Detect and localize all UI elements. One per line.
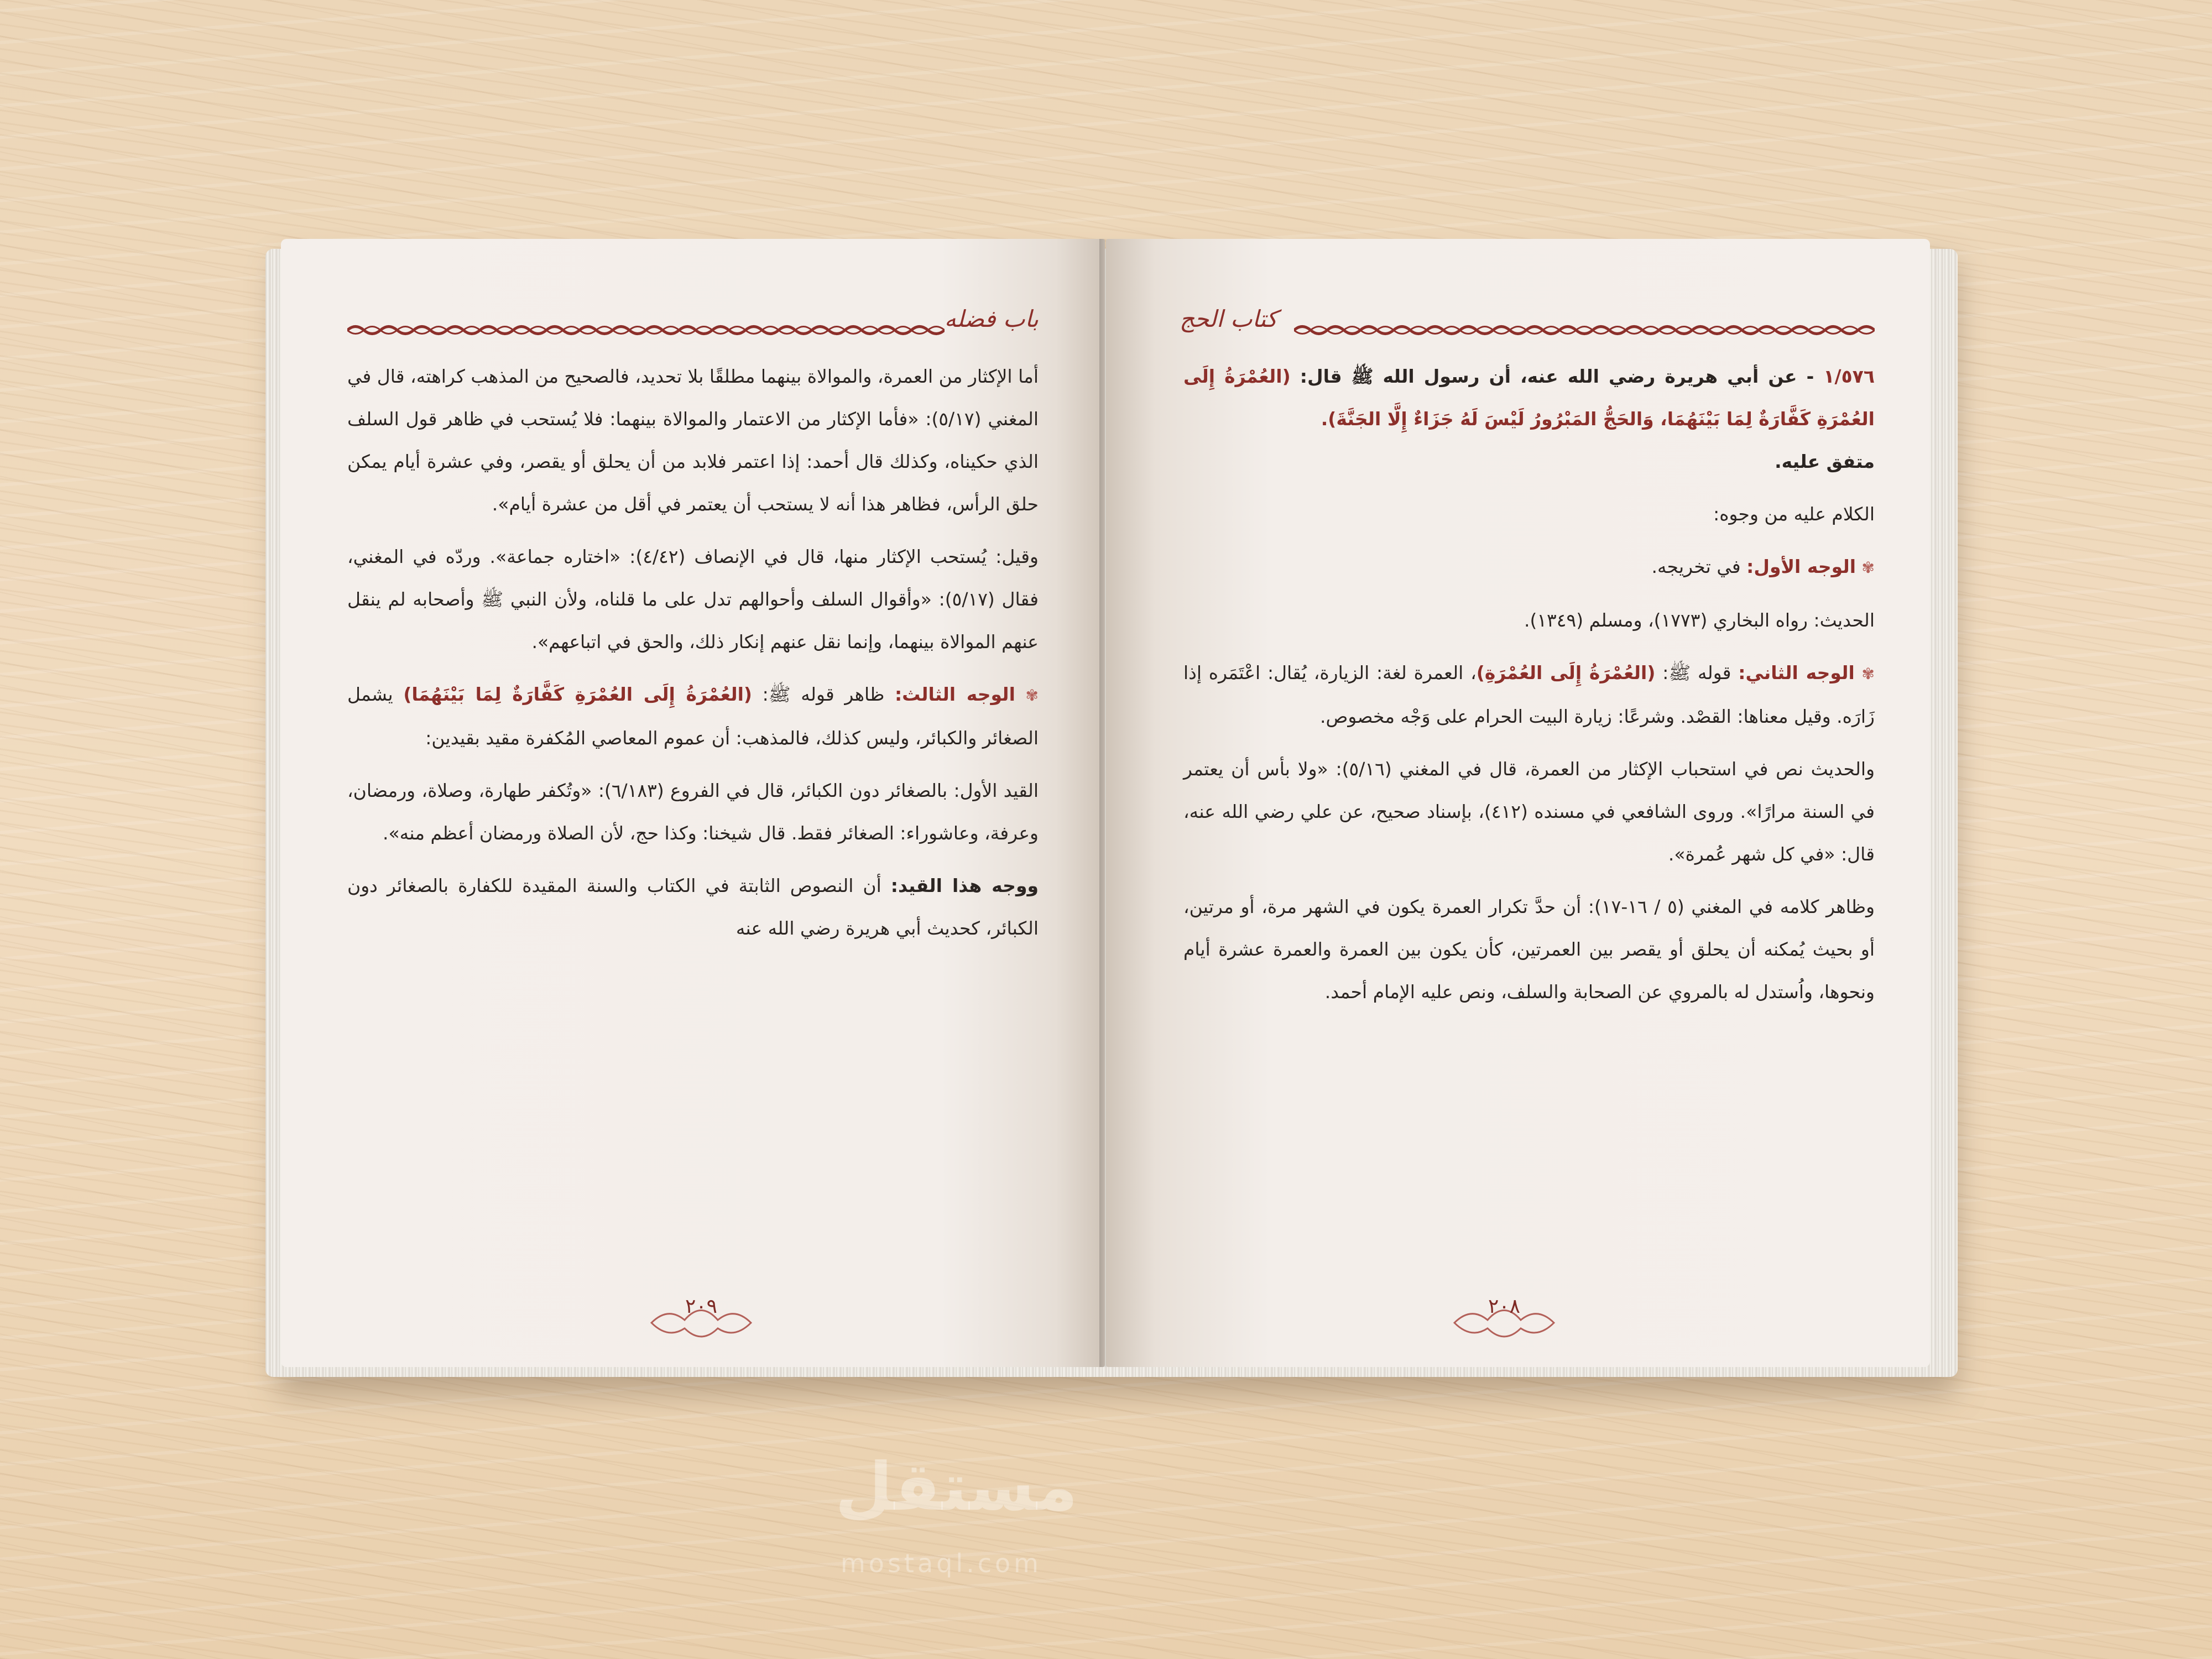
takhrij-line: الحديث: رواه البخاري (١٧٧٣)، ومسلم (١٣٤٩).	[1524, 609, 1875, 631]
left-paragraph-4: القيد الأول: بالصغائر دون الكبائر، قال في الفروع (٦/١٨٣): «وتُكفر طهارة، وصلاة، ورمضان، وعرفة، وعاشوراء: الصغائر فقط. قال شيخنا: وكذا حج، لأن الصلاة ورمضان أعظم منه».	[347, 780, 1039, 844]
wajh-text: أن النصوص الثابتة في الكتاب والسنة المقيدة للكفارة بالصغائر دون الكبائر، كحديث أبي هريرة رضي الله عنه	[347, 875, 1039, 939]
second-aspect-pre: قوله ﷺ:	[1655, 662, 1739, 684]
hadith-commentary-paragraph: والحديث نص في استحباب الإكثار من العمرة، قال في المغني (٥/١٦): «ولا بأس أن يعتمر في السنة مرارًا». وروى الشافعي في مسنده (٤١٢)، بإسناد صحيح، عن علي رضي الله عنه، قال: «في كل شهر عُمرة».	[1183, 758, 1875, 865]
flower-bullet-icon: ✾	[1861, 665, 1875, 683]
hadith-paragraph	[1183, 355, 1875, 483]
agreed-upon: متفق عليه.	[1775, 451, 1875, 472]
flower-bullet-icon: ✾	[1861, 559, 1875, 577]
watermark-url: mostaql.com	[841, 1548, 1042, 1578]
third-aspect-pre: ظاهر قوله ﷺ:	[752, 684, 895, 705]
hadith-intro: - عن أبي هريرة رضي الله عنه، أن رسول الله ﷺ قال:	[1290, 366, 1824, 387]
left-paragraph-1: أما الإكثار من العمرة، والموالاة بينهما مطلقًا بلا تحديد، فالصحيح من المذهب كراهته، قال في المغني (٥/١٧): «فأما الإكثار من الاعتمار والموالاة بينهما: فلا يُستحب في ظاهر قول السلف الذي حكيناه، وكذلك قال أحمد: إذا اعتمر فلابد من أن يحلق أو يقصر، وفي عشرة أيام يمكن حلق الرأس، فظاهر هذا أنه لا يستحب أن يعتمر في أقل من عشرة أيام».	[347, 366, 1039, 515]
third-aspect-post: يشمل الصغائر والكبائر، وليس كذلك، فالمذهب: أن عموم المعاصي المُكفرة مقيد بقيدين:	[347, 684, 1039, 749]
open-book	[265, 239, 1958, 1389]
flower-bullet-icon: ✾	[1025, 686, 1039, 705]
header-ornament-left	[347, 322, 945, 338]
second-aspect-label: الوجه الثاني:	[1738, 662, 1855, 684]
right-header: كتاب الحج	[1179, 305, 1277, 332]
first-aspect-label: الوجه الأول:	[1746, 556, 1856, 577]
second-aspect	[1183, 651, 1875, 738]
left-page-number: ٢٠٩	[685, 1295, 717, 1318]
first-aspect-text: في تخريجه.	[1651, 556, 1747, 577]
hadith-number: ١/٥٧٦	[1823, 366, 1875, 387]
second-aspect-post: ، العمرة لغة: الزيارة، يُقال: اعْتَمَره إذا زَارَه. وقيل معناها: القصْد. وشرعًا: زيارة البيت الحرام على وَجْه مخصوص.	[1183, 662, 1875, 727]
left-paragraph-2: وقيل: يُستحب الإكثار منها، قال في الإنصاف (٤/٤٢): «اختاره جماعة». وردّه في المغني، فقال (٥/١٧): «وأقوال السلف وأحوالهم تدل على ما قلناه، ولأن النبي ﷺ وأصحابه لم ينقل عنهم الموالاة بينهما، وإنما نقل عنهم إنكار ذلك، والحق في اتباعهم».	[347, 546, 1039, 653]
header-ornament-right	[1294, 322, 1875, 338]
right-page	[1106, 239, 1930, 1367]
left-header: باب فضله	[944, 305, 1039, 332]
left-paragraph-3	[347, 673, 1039, 759]
left-text	[347, 355, 1039, 959]
hadith-text: (العُمْرَةُ إِلَى العُمْرَةِ كَفَّارَةٌ لِمَا بَيْنَهُمَا، وَالحَجُّ المَبْرُورُ لَيْسَ لَهُ جَزَاءٌ إِلَّا الجَنَّةَ).	[1183, 366, 1875, 430]
watermark-logo: مستقل	[835, 1449, 1078, 1526]
left-paragraph-5	[347, 864, 1039, 950]
second-aspect-quote: (العُمْرَةُ إِلَى العُمْرَةِ)	[1476, 662, 1656, 684]
third-aspect-label: الوجه الثالث:	[894, 684, 1015, 705]
zahir-paragraph: وظاهر كلامه في المغني (٥ / ١٦-١٧): أن حدَّ تكرار العمرة يكون في الشهر مرة، أو مرتين، أو بحيث يُمكنه أن يحلق أو يقصر بين العمرتين، كأن يكون بين العمرة والعمرة عشرة أيام ونحوها، واُستدل له بالمروي عن الصحابة والسلف، ونص عليه الإمام أحمد.	[1183, 896, 1875, 1003]
right-page-number: ٢٠٨	[1488, 1295, 1520, 1318]
third-aspect-quote: (العُمْرَةُ إِلَى العُمْرَةِ كَفَّارَةٌ لِمَا بَيْنَهُمَا)	[403, 684, 752, 705]
right-text	[1183, 355, 1875, 1023]
intro-line: الكلام عليه من وجوه:	[1713, 503, 1875, 525]
first-aspect	[1183, 545, 1875, 589]
left-page	[281, 239, 1105, 1367]
wajh-label: ووجه هذا القيد:	[890, 875, 1039, 896]
